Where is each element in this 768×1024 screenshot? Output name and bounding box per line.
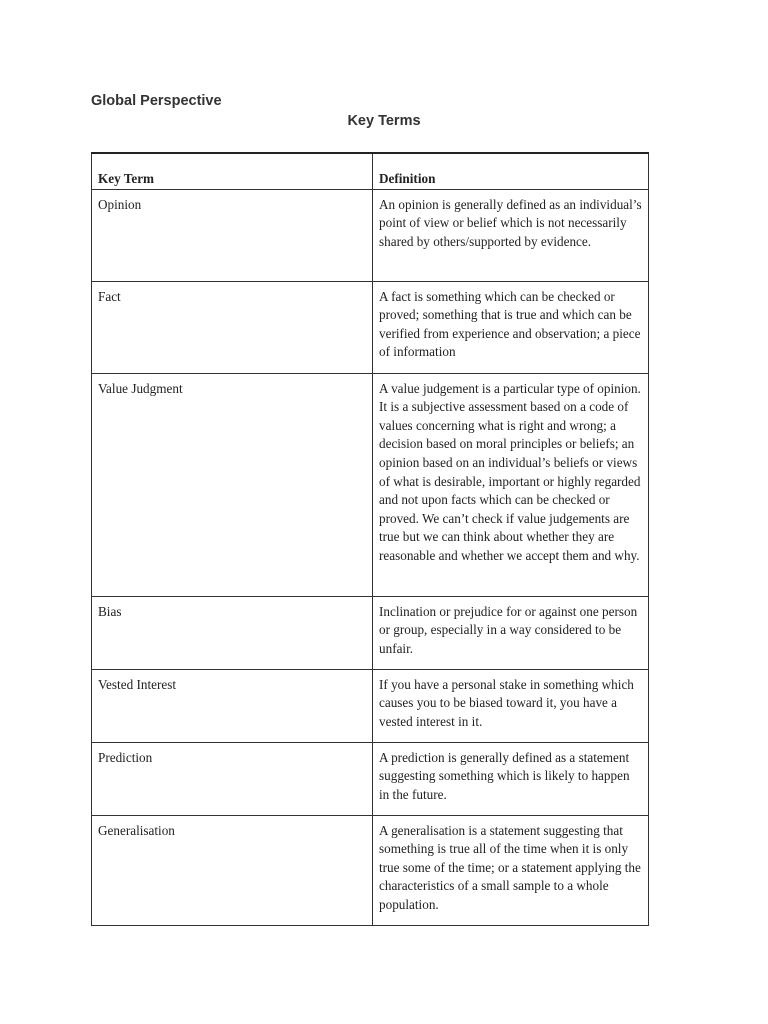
term-cell: Opinion	[92, 189, 373, 281]
definition-cell: An opinion is generally defined as an individual’s point of view or belief which is not necessarily shared by others/supported by evidence.	[373, 189, 649, 281]
table-row	[92, 373, 649, 596]
definition-cell: A fact is something which can be checked or proved; something that is true and which can be verified from experience and observation; a piece of information	[373, 281, 649, 373]
definition-cell: A value judgement is a particular type of opinion. It is a subjective assessment based on a code of values concerning what is right and wrong; a decision based on moral principles or beliefs; an opinion based on an individual’s beliefs or views of what is desirable, important or highly regarded and not upon facts which can be checked or proved. We can’t check if value judgements are true but we can think about whether they are reasonable and whether we accept them and why.	[373, 373, 649, 596]
table-header-row	[92, 153, 649, 189]
table-body	[92, 189, 649, 925]
definition-cell: If you have a personal stake in something which causes you to be biased toward it, you have a vested interest in it.	[373, 669, 649, 742]
term-cell: Bias	[92, 596, 373, 669]
table-row	[92, 281, 649, 373]
definition-cell: A generalisation is a statement suggesting that something is true all of the time when it is only true some of the time; or a statement applying the characteristics of a small sample to a whole population.	[373, 815, 649, 925]
term-cell: Generalisation	[92, 815, 373, 925]
definition-cell: A prediction is generally defined as a statement suggesting something which is likely to happen in the future.	[373, 742, 649, 815]
table-row	[92, 815, 649, 925]
term-cell: Value Judgment	[92, 373, 373, 596]
table-header	[92, 153, 649, 189]
table-row	[92, 596, 649, 669]
key-terms-table	[91, 152, 649, 926]
table-row	[92, 189, 649, 281]
header-definition: Definition	[373, 153, 649, 189]
header-key-term: Key Term	[92, 153, 373, 189]
term-cell: Fact	[92, 281, 373, 373]
table-row	[92, 669, 649, 742]
term-cell: Vested Interest	[92, 669, 373, 742]
document-title: Global Perspective	[91, 93, 222, 109]
term-cell: Prediction	[92, 742, 373, 815]
document-subtitle: Key Terms	[347, 113, 421, 129]
table-row	[92, 742, 649, 815]
definition-cell: Inclination or prejudice for or against one person or group, especially in a way considered to be unfair.	[373, 596, 649, 669]
